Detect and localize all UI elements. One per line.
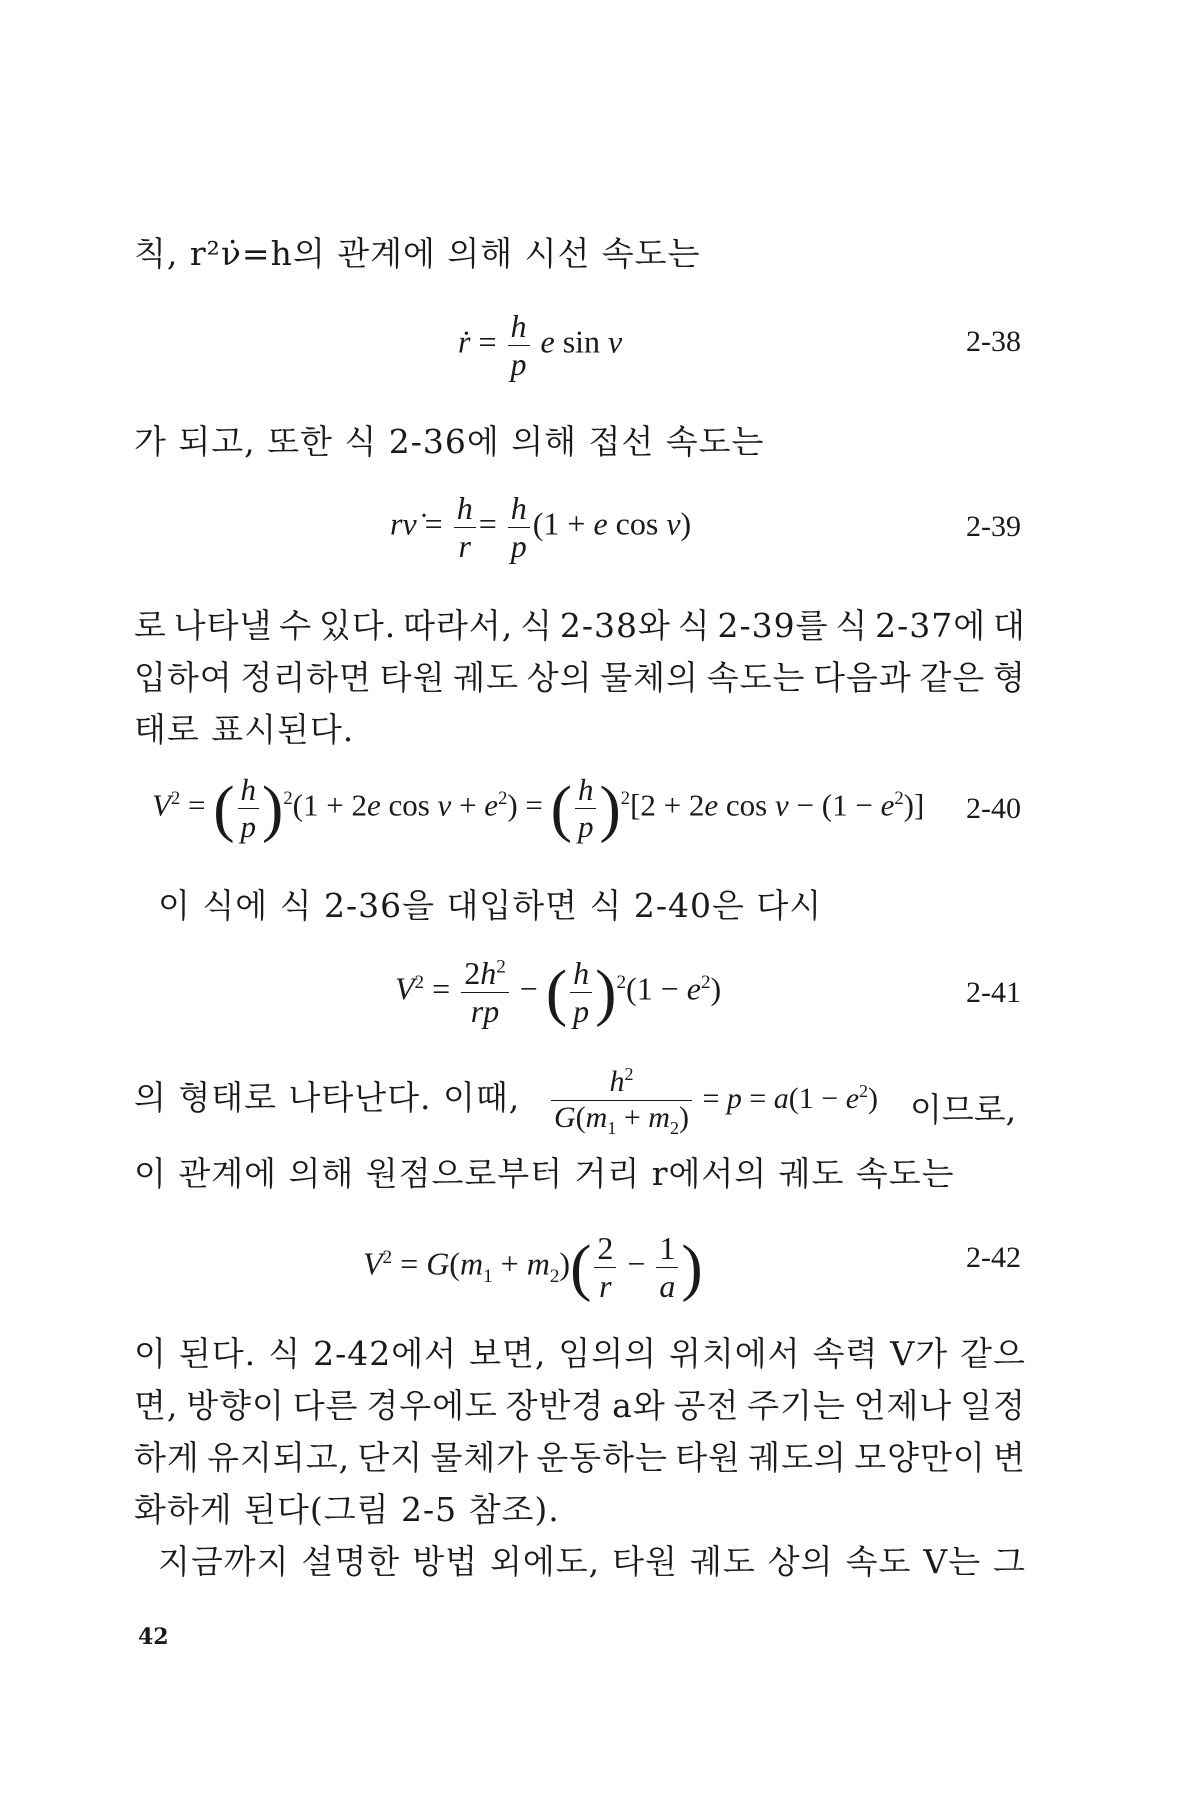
text-line-2: 가 되고, 또한 식 2-36에 의해 접선 속도는	[134, 422, 765, 461]
text-line-6: 이 식에 식 2-36을 대입하면 식 2-40은 다시	[158, 886, 823, 925]
text-line-7	[134, 1072, 520, 1119]
equation-2-39: rν̇ = $\frac{h}{r}$ = $\frac{h}{p}$ (1 + e cos ν)	[390, 490, 692, 564]
equation-number: 2-41	[966, 976, 1021, 1009]
equation-2-42: $V^2 = G(m_1 + m_2)$( $\frac{2}{r}$ − $\frac{1}{a}$ )	[363, 1230, 703, 1304]
text-line-5: 태로 표시된다.	[134, 710, 355, 749]
equation-2-40: $V^2$ = ( $\frac{h}{p}$ )$^2$(1 + 2e $\cos \nu + e^2$) = ( $\frac{h}{p}$ )$^2$[2 + 2e $\cos \nu - (1 - e^2)$]	[152, 772, 925, 844]
equation-number: 2-40	[966, 792, 1021, 825]
equation-2-38: ṙ = $\frac{h}{p}$ e sin ν	[458, 308, 623, 382]
equation-2-41: $V^2$ = $\frac{2h^2}{rp}$ − ( $\frac{h}{p}$ )$^2(1 - e^2)$	[395, 955, 722, 1029]
text-line-1: 칙, r²ν̇=h의 관계에 의해 시선 속도는	[134, 234, 701, 273]
text-line-3: 로 나타낼 수 있다. 따라서, 식 2-38와 식 2-39를 식 2-37에 대	[134, 606, 1026, 645]
line-7-lead: 의 형태로 나타난다. 이때,	[134, 1078, 521, 1117]
text-line-11: 하게 유지되고, 단지 물체가 운동하는 타원 궤도의 모양만이 변	[134, 1438, 1026, 1477]
page-number: 42	[138, 1624, 169, 1650]
text-line-8: 이 관계에 의해 원점으로부터 거리 r에서의 궤도 속도는	[134, 1154, 955, 1193]
text-line-9: 이 된다. 식 2-42에서 보면, 임의의 위치에서 속력 V가 같으	[134, 1334, 1026, 1373]
text-line-12: 화하게 된다(그림 2-5 참조).	[134, 1490, 560, 1529]
equation-number: 2-38	[966, 325, 1021, 358]
line-7-tail: 이므로,	[910, 1090, 1017, 1129]
text-line-10: 면, 방향이 다른 경우에도 장반경 a와 공전 주기는 언제나 일정	[134, 1386, 1026, 1425]
text-line-13: 지금까지 설명한 방법 외에도, 타원 궤도 상의 속도 V는 그	[158, 1542, 1026, 1581]
inline-equation: $\frac{h^2}{G(m_1 + m_2)}$ = $p = a(1 - e^2)$	[548, 1064, 878, 1138]
text-line-4: 입하여 정리하면 타원 궤도 상의 물체의 속도는 다음과 같은 형	[134, 658, 1026, 697]
equation-number: 2-39	[966, 510, 1021, 543]
equation-number: 2-42	[966, 1241, 1021, 1274]
